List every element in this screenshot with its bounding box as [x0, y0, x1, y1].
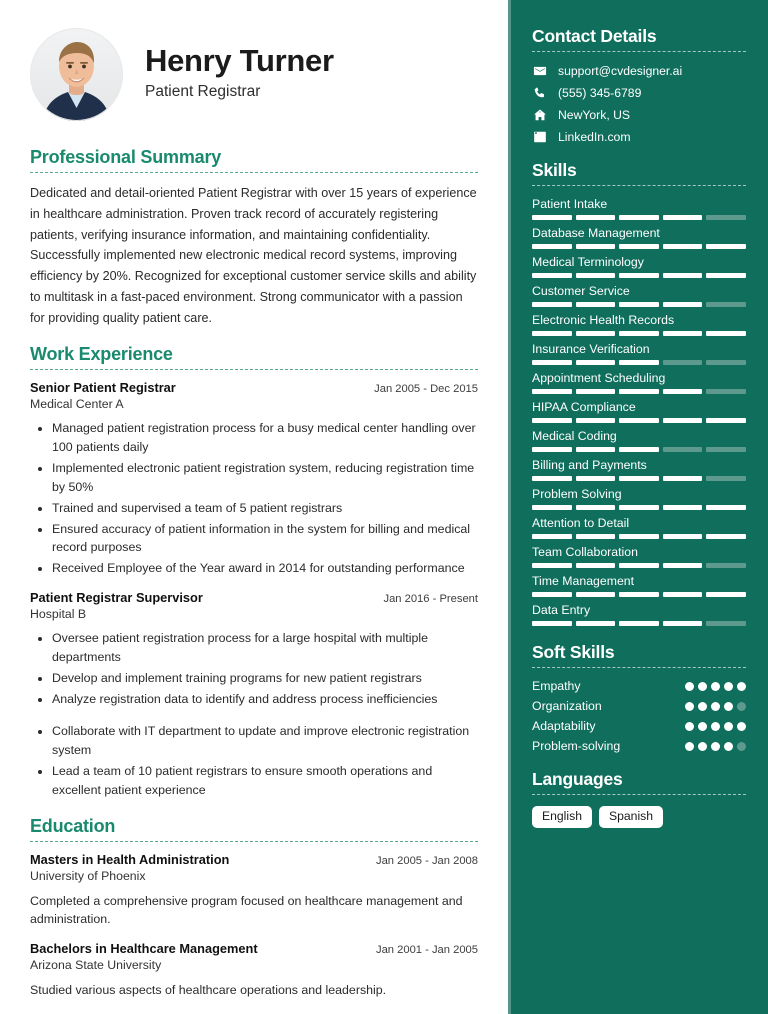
skill-segment [576, 592, 616, 597]
skill-segment [619, 331, 659, 336]
sidebar-section-soft-skills [532, 642, 746, 753]
resume-header [30, 28, 478, 121]
skill-row [532, 371, 746, 394]
skill-segment [706, 563, 746, 568]
skill-name: Problem Solving [532, 487, 622, 501]
work-entry-title: Patient Registrar Supervisor [30, 590, 203, 606]
soft-skill-row [532, 699, 746, 713]
soft-skill-name: Organization [532, 699, 602, 713]
soft-skill-dot [724, 722, 733, 731]
soft-skill-dot [724, 742, 733, 751]
soft-skill-dot [711, 722, 720, 731]
skill-segment [576, 505, 616, 510]
skill-level-bar [532, 476, 746, 481]
skill-segment [532, 418, 572, 423]
skill-segment [619, 360, 659, 365]
contact-item[interactable] [532, 107, 746, 122]
work-entry-company: Medical Center A [30, 397, 124, 412]
list-item: • Ensured accuracy of patient information in the system for billing and medical record purposes [52, 520, 478, 558]
skill-segment [576, 360, 616, 365]
skill-segment [706, 621, 746, 626]
skill-level-bar [532, 244, 746, 249]
contact-item[interactable] [532, 63, 746, 78]
skill-name: Data Entry [532, 603, 591, 617]
skill-segment [619, 534, 659, 539]
skill-segment [576, 476, 616, 481]
list-item: • Implemented electronic patient registration system, reducing registration time by 50% [52, 459, 478, 497]
skill-row [532, 400, 746, 423]
skill-row [532, 487, 746, 510]
skill-name: Time Management [532, 574, 635, 588]
skill-segment [532, 447, 572, 452]
soft-skill-dot [698, 682, 707, 691]
sidebar-heading-languages: Languages [532, 769, 623, 789]
education-degree: Bachelors in Healthcare Management [30, 941, 258, 957]
skill-segment [576, 273, 616, 278]
skill-segment [532, 592, 572, 597]
education-description: Completed a comprehensive program focused on healthcare management and administration. [30, 893, 463, 927]
education-entry [30, 852, 478, 929]
list-item: • Oversee patient registration process for a large hospital with multiple departments [52, 629, 478, 667]
skill-segment [706, 273, 746, 278]
list-item: • Trained and supervised a team of 5 patient registrars [52, 499, 478, 518]
list-item: • Lead a team of 10 patient registrars to ensure smooth operations and excellent patient experience [52, 762, 478, 800]
skill-segment [663, 244, 703, 249]
skill-segment [619, 302, 659, 307]
skill-level-bar [532, 505, 746, 510]
work-entry-company: Hospital B [30, 607, 87, 622]
education-description: Studied various aspects of healthcare operations and leadership. [30, 983, 387, 998]
skill-segment [532, 331, 572, 336]
skill-row [532, 197, 746, 220]
skill-segment [706, 476, 746, 481]
section-divider [30, 172, 478, 173]
contact-list [532, 63, 746, 144]
skill-name: Appointment Scheduling [532, 371, 666, 385]
skill-segment [619, 273, 659, 278]
soft-skill-dot [698, 702, 707, 711]
skill-segment [663, 592, 703, 597]
job-title: Patient Registrar [145, 83, 261, 101]
skill-segment [576, 534, 616, 539]
skill-segment [532, 360, 572, 365]
list-item: • Analyze registration data to identify and address process inefficiencies [52, 690, 478, 709]
skill-segment [706, 360, 746, 365]
skill-segment [706, 592, 746, 597]
skill-segment [619, 505, 659, 510]
sidebar-section-skills [532, 160, 746, 626]
skill-row [532, 342, 746, 365]
skill-segment [706, 215, 746, 220]
avatar [30, 28, 123, 121]
skill-segment [532, 621, 572, 626]
work-entry [30, 380, 478, 578]
section-heading-work: Work Experience [30, 344, 173, 365]
contact-value: LinkedIn.com [558, 129, 631, 144]
soft-skill-dot [737, 742, 746, 751]
skill-row [532, 516, 746, 539]
soft-skill-dot [737, 702, 746, 711]
skill-segment [532, 273, 572, 278]
sidebar-divider [532, 667, 746, 668]
skill-segment [706, 331, 746, 336]
skill-segment [532, 244, 572, 249]
soft-skill-rating [685, 742, 746, 751]
skill-segment [576, 621, 616, 626]
education-dates: Jan 2001 - Jan 2005 [375, 944, 478, 957]
skill-segment [663, 534, 703, 539]
work-entry-dates: Jan 2016 - Present [383, 593, 478, 606]
skill-row [532, 545, 746, 568]
skill-row [532, 458, 746, 481]
soft-skill-dot [711, 702, 720, 711]
work-entry-title: Senior Patient Registrar [30, 380, 176, 396]
skill-segment [576, 215, 616, 220]
skill-segment [663, 389, 703, 394]
skill-segment [532, 389, 572, 394]
skill-row [532, 284, 746, 307]
skill-level-bar [532, 418, 746, 423]
language-chips [532, 806, 746, 828]
skill-segment [532, 476, 572, 481]
skill-segment [619, 592, 659, 597]
sidebar-heading-soft-skills: Soft Skills [532, 642, 615, 662]
skill-row [532, 603, 746, 626]
soft-skill-dot [685, 682, 694, 691]
education-school: Arizona State University [30, 958, 162, 973]
skill-segment [706, 418, 746, 423]
contact-value: NewYork, US [558, 107, 631, 122]
contact-item[interactable] [532, 129, 746, 144]
skill-segment [663, 563, 703, 568]
skill-segment [576, 302, 616, 307]
phone-icon [532, 85, 547, 100]
skill-segment [619, 621, 659, 626]
soft-skill-dot [737, 722, 746, 731]
list-spacer [52, 710, 478, 720]
envelope-icon [532, 63, 547, 78]
contact-value: support@cvdesigner.ai [558, 63, 683, 78]
sidebar-heading-skills: Skills [532, 160, 577, 180]
skill-level-bar [532, 534, 746, 539]
work-entry-bullets [30, 419, 478, 578]
skill-row [532, 226, 746, 249]
soft-skill-row [532, 719, 746, 733]
person-photo-icon [30, 28, 123, 121]
soft-skill-name: Problem-solving [532, 739, 621, 753]
skill-segment [532, 534, 572, 539]
skill-name: Insurance Verification [532, 342, 650, 356]
skill-name: Medical Terminology [532, 255, 644, 269]
soft-skill-dot [685, 722, 694, 731]
contact-item[interactable] [532, 85, 746, 100]
skill-row [532, 313, 746, 336]
soft-skill-dot [685, 702, 694, 711]
skill-level-bar [532, 389, 746, 394]
skill-segment [576, 389, 616, 394]
skill-row [532, 429, 746, 452]
skill-segment [663, 447, 703, 452]
skill-segment [532, 505, 572, 510]
section-heading-summary: Professional Summary [30, 147, 222, 167]
soft-skill-dot [698, 742, 707, 751]
skill-name: Medical Coding [532, 429, 617, 443]
soft-skill-dot [724, 682, 733, 691]
section-heading-education: Education [30, 815, 116, 836]
skill-name: Database Management [532, 226, 660, 240]
page-title: Henry Turner [145, 42, 334, 78]
skill-name: Electronic Health Records [532, 313, 675, 327]
skill-name: Customer Service [532, 284, 630, 298]
soft-skill-dot [737, 682, 746, 691]
soft-skill-name: Adaptability [532, 719, 596, 733]
skills-list [532, 197, 746, 626]
soft-skill-dot [685, 742, 694, 751]
skill-segment [532, 215, 572, 220]
soft-skill-row [532, 739, 746, 753]
list-item: • Collaborate with IT department to update and improve electronic registration system [52, 722, 478, 760]
education-entry [30, 941, 478, 1000]
work-entry-dates: Jan 2005 - Dec 2015 [374, 383, 478, 396]
skill-name: Attention to Detail [532, 516, 630, 530]
skill-segment [706, 534, 746, 539]
work-entry-header [30, 380, 478, 395]
home-icon [532, 107, 547, 122]
skill-level-bar [532, 273, 746, 278]
soft-skill-rating [685, 682, 746, 691]
soft-skill-row [532, 679, 746, 693]
soft-skill-rating [685, 722, 746, 731]
skill-row [532, 574, 746, 597]
skill-segment [663, 476, 703, 481]
section-professional-summary [30, 147, 478, 328]
skill-segment [663, 331, 703, 336]
skill-segment [663, 360, 703, 365]
education-degree: Masters in Health Administration [30, 851, 230, 867]
work-entry [30, 590, 478, 800]
skill-segment [576, 418, 616, 423]
name-block [145, 44, 334, 105]
soft-skill-dot [698, 722, 707, 731]
skill-name: HIPAA Compliance [532, 400, 636, 414]
education-dates: Jan 2005 - Jan 2008 [375, 854, 478, 867]
skill-level-bar [532, 592, 746, 597]
language-chip[interactable]: English [532, 806, 592, 828]
skill-name: Team Collaboration [532, 545, 638, 559]
soft-skill-dot [724, 702, 733, 711]
skill-segment [619, 215, 659, 220]
skill-level-bar [532, 447, 746, 452]
skill-segment [619, 447, 659, 452]
education-entry-header [30, 852, 478, 867]
skill-segment [663, 418, 703, 423]
skill-segment [706, 447, 746, 452]
sidebar-divider [532, 51, 746, 52]
skill-segment [576, 244, 616, 249]
skill-segment [532, 302, 572, 307]
skill-segment [663, 302, 703, 307]
sidebar-section-languages [532, 769, 746, 828]
section-work-experience [30, 344, 478, 800]
section-divider [30, 841, 478, 842]
education-entry-header [30, 941, 478, 956]
skill-segment [706, 389, 746, 394]
soft-skills-list [532, 679, 746, 753]
skill-level-bar [532, 302, 746, 307]
sidebar-divider [532, 185, 746, 186]
skill-segment [619, 563, 659, 568]
skill-name: Patient Intake [532, 197, 608, 211]
skill-level-bar [532, 360, 746, 365]
skill-segment [663, 505, 703, 510]
sidebar-section-contact [532, 26, 746, 144]
skill-segment [576, 563, 616, 568]
work-entry-bullets [30, 629, 478, 800]
section-divider [30, 369, 478, 370]
sidebar-divider [532, 794, 746, 795]
skill-segment [619, 244, 659, 249]
skill-segment [663, 273, 703, 278]
list-item: • Received Employee of the Year award in 2014 for outstanding performance [52, 559, 478, 578]
skill-segment [576, 331, 616, 336]
education-school: University of Phoenix [30, 868, 146, 883]
work-entry-header [30, 590, 478, 605]
language-chip[interactable]: Spanish [599, 806, 663, 828]
soft-skill-rating [685, 702, 746, 711]
skill-level-bar [532, 563, 746, 568]
skill-segment [706, 505, 746, 510]
contact-value: (555) 345-6789 [558, 85, 642, 100]
sidebar-accent-stripe [508, 0, 511, 1014]
skill-row [532, 255, 746, 278]
skill-segment [532, 563, 572, 568]
skill-segment [663, 215, 703, 220]
summary-text: Dedicated and detail-oriented Patient Registrar with over 15 years of experience in healthcare administration. Proven track record of accurately registering patients, verifying insurance information, and maintaining confidentiality. Successfully implemented new electronic medical record systems, improving efficiency by 20%. Recognized for exceptional customer service skills and ability to multitask in a fast-paced environment. Strong communicator with a passion for providing quality patient care. [30, 186, 477, 325]
linkedin-icon [532, 129, 547, 144]
skill-segment [619, 418, 659, 423]
section-education [30, 816, 478, 1000]
skill-level-bar [532, 331, 746, 336]
soft-skill-name: Empathy [532, 679, 581, 693]
skill-segment [706, 244, 746, 249]
skill-segment [663, 621, 703, 626]
sidebar [508, 0, 768, 1014]
skill-segment [619, 476, 659, 481]
skill-level-bar [532, 621, 746, 626]
soft-skill-dot [711, 742, 720, 751]
sidebar-heading-contact: Contact Details [532, 26, 657, 46]
skill-segment [706, 302, 746, 307]
soft-skill-dot [711, 682, 720, 691]
skill-segment [576, 447, 616, 452]
skill-segment [619, 389, 659, 394]
list-item: • Managed patient registration process for a busy medical center handling over 100 patients daily [52, 419, 478, 457]
skill-level-bar [532, 215, 746, 220]
skill-name: Billing and Payments [532, 458, 647, 472]
list-item: • Develop and implement training programs for new patient registrars [52, 669, 478, 688]
